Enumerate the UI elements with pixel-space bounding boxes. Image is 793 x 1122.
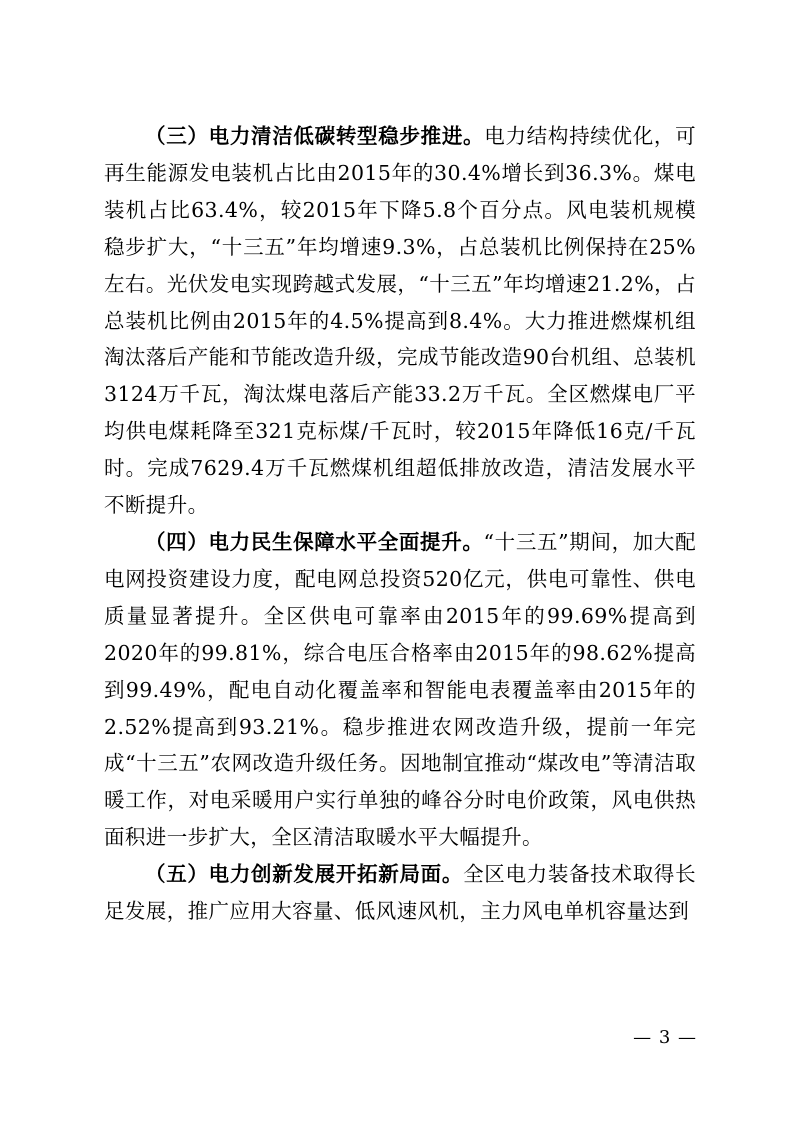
section-heading: （三）电力清洁低碳转型稳步推进。 [145,124,485,148]
document-body [104,118,696,930]
section-heading: （五）电力创新发展开拓新局面。 [145,862,464,887]
section-text: “十三五”期间，加大配电网投资建设力度，配电网总投资520亿元，供电可靠性、供电质量显著提升。全区供电可靠率由2015年的99.69%提高到2020年的99.81%，综合电压合格率由2015年的98.62%提高到99.49%，配电自动化覆盖率和智能电表覆盖率由2015年的2.52%提高到93.21%。稳步推进农网改造升级，提前一年完成“十三五”农网改造升级任务。因地制宜推动“煤改电”等清洁取暖工作，对电采暖用户实行单独的峰谷分时电价政策，风电供热面积进一步扩大，全区清洁取暖水平大幅提升。 [104,529,696,850]
section-text: 全区电力装备技术取得长足发展，推广应用大容量、低风速风机，主力风电单机容量达到 [104,862,696,924]
section-text: 电力结构持续优化，可再生能源发电装机占比由2015年的30.4%增长到36.3%。煤电装机占比63.4%，较2015年下降5.8个百分点。风电装机规模稳步扩大，“十三五”年均增速9.3%，占总装机比例保持在25%左右。光伏发电实现跨越式发展，“十三五”年均增速21.2%，占总装机比例由2015年的4.5%提高到8.4%。大力推进燃煤机组淘汰落后产能和节能改造升级，完成节能改造90台机组、总装机3124万千瓦，淘汰煤电落后产能33.2万千瓦。全区燃煤电厂平均供电煤耗降至321克标煤/千瓦时，较2015年降低16克/千瓦时。完成7629.4万千瓦燃煤机组超低排放改造，清洁发展水平不断提升。 [104,124,696,518]
page-number: — 3 — [633,1027,697,1048]
section-heading: （四）电力民生保障水平全面提升。 [145,529,484,554]
section-livelihood-security [104,524,696,856]
section-innovation [104,856,696,930]
section-clean-low-carbon [104,118,696,524]
